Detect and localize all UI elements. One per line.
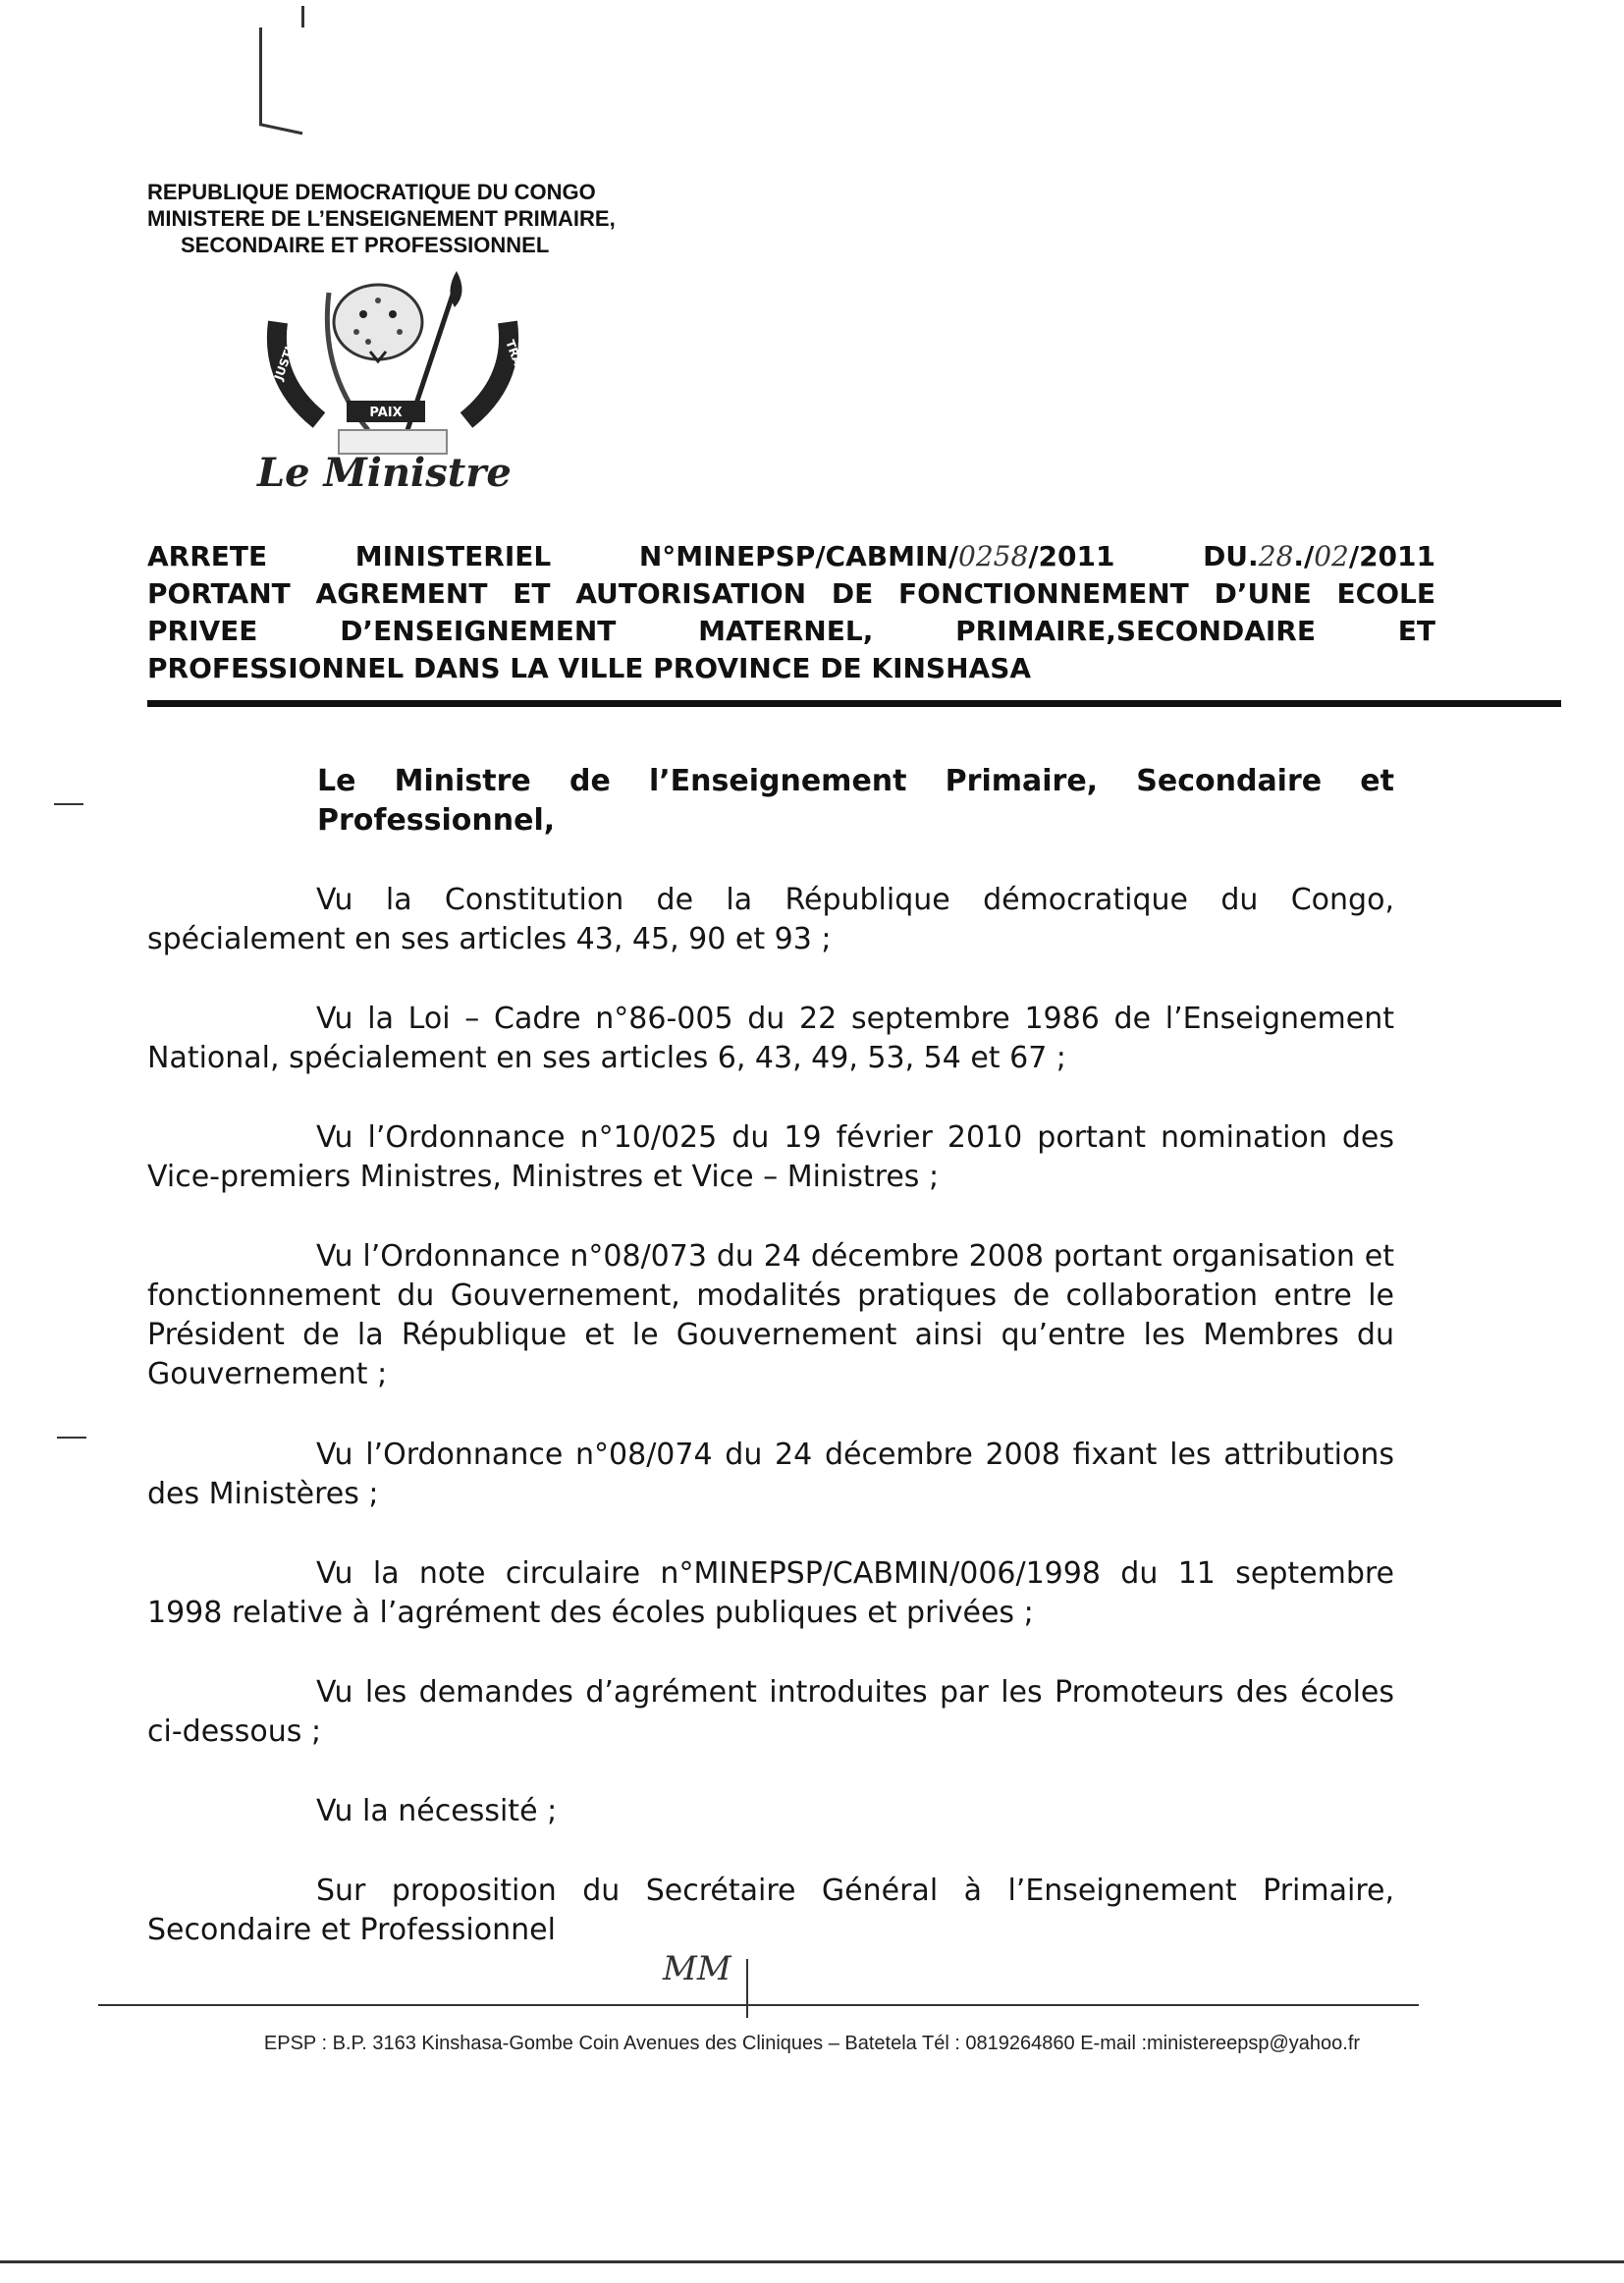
page-edge-line	[0, 2260, 1624, 2263]
emblem-banner-center: PAIX	[369, 406, 403, 420]
considerant-paragraph: Vu les demandes d’agrément introduites par les Promoteurs des écoles ci-dessous ;	[147, 1675, 1394, 1749]
title-word: D’ENSEIGNEMENT	[340, 615, 617, 647]
handwritten-initials: MM	[663, 1949, 731, 1988]
considerant-paragraph: Vu l’Ordonnance n°08/073 du 24 décembre 2008 portant organisation et fonctionnement du Gouvernement, modalités pratiques de collaboration entre le Président de la République et le Gouvernement ainsi qu’entre les Membres du Gouvernement ;	[147, 1239, 1394, 1391]
footer-divider	[98, 2004, 1419, 2006]
decree-number: N°MINEPSP/CABMIN/0258/2011	[638, 540, 1115, 572]
considerant-paragraph: Vu l’Ordonnance n°08/074 du 24 décembre 2008 fixant les attributions des Ministères ;	[147, 1438, 1394, 1511]
footer-contact: EPSP : B.P. 3163 Kinshasa-Gombe Coin Avenues des Cliniques – Batetela Tél : 0819264860 E-mail :ministereepsp@yahoo.fr	[263, 2033, 1361, 2054]
considerant-paragraph: Vu l’Ordonnance n°10/025 du 19 février 2010 portant nomination des Vice-premiers Ministres, Ministres et Vice – Ministres ;	[147, 1120, 1394, 1194]
title-word: ET	[1397, 615, 1435, 647]
considerant-paragraph: Vu la Loi – Cadre n°86-005 du 22 septembre 1986 de l’Enseignement National, spécialement en ses articles 6, 43, 49, 53, 54 et 67 ;	[147, 1002, 1394, 1075]
handwritten-stroke	[746, 1959, 748, 2018]
decree-title-line4: PROFESSIONNEL DANS LA VILLE PROVINCE DE KINSHASA	[147, 652, 1032, 684]
considerant-paragraph: Vu la note circulaire n°MINEPSP/CABMIN/006/1998 du 11 septembre 1998 relative à l’agrément des écoles publiques et privées ;	[147, 1556, 1394, 1630]
scan-mark	[54, 803, 83, 805]
title-word: MATERNEL,	[698, 615, 874, 647]
handwritten-day: 28	[1258, 540, 1294, 572]
title-divider	[147, 700, 1561, 707]
handwritten-month: 02	[1314, 540, 1349, 572]
decree-title-line2: PORTANT AGREMENT ET AUTORISATION DE FONCTIONNEMENT D’UNE ECOLE	[147, 577, 1435, 610]
title-word: ARRETE	[147, 540, 268, 572]
decree-title-line3	[147, 613, 1435, 650]
minister-heading: Le Ministre de l’Enseignement Primaire, Secondaire et Professionnel,	[317, 764, 1394, 838]
title-word: MINISTERIEL	[354, 540, 552, 572]
letterhead-ministry-cont: SECONDAIRE ET PROFESSIONNEL	[181, 233, 550, 257]
decree-title-line1	[147, 538, 1435, 575]
title-word: PRIVEE	[147, 615, 258, 647]
coat-of-arms-emblem	[260, 263, 535, 460]
letterhead-country: REPUBLIQUE DEMOCRATIQUE DU CONGO	[147, 180, 596, 204]
handwritten-stroke	[259, 123, 303, 135]
handwritten-stroke	[301, 6, 304, 27]
minister-title: Le Ministre	[257, 450, 512, 496]
scan-mark	[57, 1437, 86, 1439]
emblem-banner-right: TRAVAIL	[503, 338, 535, 395]
decree-date: DU.28./02/2011	[1203, 540, 1435, 572]
letterhead-ministry: MINISTERE DE L’ENSEIGNEMENT PRIMAIRE,	[147, 206, 616, 231]
handwritten-stroke	[259, 27, 262, 126]
emblem-banner-left: JUSTICE	[271, 328, 302, 383]
handwritten-number: 0258	[958, 540, 1029, 572]
title-word: PRIMAIRE,SECONDAIRE	[955, 615, 1316, 647]
considerant-paragraph: Vu la Constitution de la République démocratique du Congo, spécialement en ses articles 43, 45, 90 et 93 ;	[147, 883, 1394, 956]
considerant-paragraph: Vu la nécessité ;	[316, 1794, 558, 1828]
considerant-paragraph: Sur proposition du Secrétaire Général à l’Enseignement Primaire, Secondaire et Professionnel	[147, 1874, 1394, 1947]
